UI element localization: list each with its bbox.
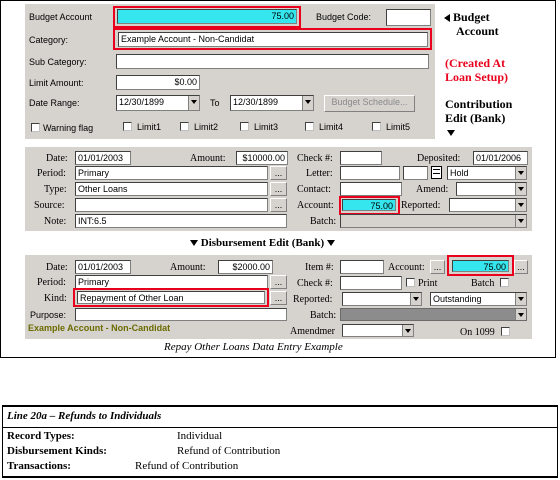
- date-range-label: Date Range:: [29, 98, 80, 108]
- chevron-down-icon[interactable]: [188, 96, 199, 110]
- info-row-value: Refund of Contribution: [177, 445, 281, 457]
- limit1-label: Limit1: [137, 122, 162, 132]
- contrib-type-field[interactable]: Other Loans: [75, 182, 268, 196]
- disb-reported-select[interactable]: [342, 292, 422, 306]
- subcategory-field[interactable]: [116, 54, 429, 69]
- date-from-value: 12/30/1899: [119, 97, 165, 107]
- figure-caption: Repay Other Loans Data Entry Example: [164, 341, 343, 353]
- chevron-down-icon[interactable]: [515, 309, 526, 320]
- date-to-select[interactable]: [230, 95, 314, 111]
- disb-kind-field[interactable]: Repayment of Other Loan: [77, 291, 265, 304]
- limit5-checkbox[interactable]: [372, 122, 381, 131]
- contribution-note: [445, 97, 512, 139]
- limit4-checkbox[interactable]: [305, 122, 314, 131]
- contrib-amount-label: Amount:: [190, 153, 226, 164]
- disb-period-browse[interactable]: ...: [270, 275, 287, 289]
- disb-purpose-field[interactable]: [75, 308, 287, 321]
- disb-batch-checkbox[interactable]: [500, 278, 509, 287]
- disb-print-label: Print: [418, 278, 438, 289]
- document-icon[interactable]: [431, 166, 442, 179]
- disb-reported-label: Reported:: [293, 294, 333, 305]
- contrib-letter-field-2[interactable]: [403, 166, 428, 180]
- contrib-date-field[interactable]: 01/01/2003: [75, 151, 131, 165]
- chevron-down-icon[interactable]: [302, 96, 313, 110]
- disbursement-header-text: Disbursement Edit (Bank): [200, 237, 325, 249]
- contrib-period-label: Period:: [37, 168, 66, 179]
- created-note: [445, 56, 508, 84]
- contrib-check-field[interactable]: [340, 151, 382, 165]
- disb-amendment-label: Amendmer: [290, 326, 335, 337]
- contrib-reported-label: Reported:: [401, 200, 441, 211]
- disb-outstanding-value: Outstanding: [433, 294, 482, 304]
- subcategory-label: Sub Category:: [29, 57, 87, 67]
- contrib-batch-select[interactable]: [340, 214, 527, 228]
- disb-kind-label: Kind:: [44, 293, 67, 304]
- contrib-hold-select[interactable]: [447, 166, 527, 180]
- disb-on1099-label: On 1099: [460, 327, 495, 338]
- category-label: Category:: [29, 35, 69, 45]
- limit2-label: Limit2: [194, 122, 219, 132]
- category-highlight: [113, 28, 432, 50]
- limit-amount-field[interactable]: $0.00: [116, 75, 200, 90]
- budget-account-field[interactable]: 75.00: [117, 9, 297, 24]
- info-row-key: Transactions:: [7, 460, 71, 472]
- budget-note-line1: Budget: [453, 10, 490, 24]
- info-row-key: Record Types:: [7, 430, 75, 442]
- disb-date-label: Date:: [46, 262, 68, 273]
- contrib-amend-select[interactable]: [456, 182, 527, 196]
- chevron-down-icon[interactable]: [515, 293, 526, 305]
- contrib-amend-label: Amend:: [416, 184, 449, 195]
- disbursement-header: [190, 237, 335, 249]
- disb-batch-label: Batch:: [310, 310, 337, 321]
- info-title-divider: [3, 427, 557, 428]
- disb-batch-cb-label: Batch: [471, 278, 495, 289]
- disb-check-field[interactable]: [340, 276, 402, 290]
- disb-on1099-checkbox[interactable]: [501, 327, 510, 336]
- chevron-down-icon[interactable]: [410, 293, 421, 305]
- limit2-checkbox[interactable]: [180, 122, 189, 131]
- contrib-contact-label: Contact:: [297, 184, 331, 195]
- info-table-title: Line 20a – Refunds to Individuals: [7, 410, 162, 422]
- contrib-letter-field[interactable]: [340, 166, 400, 180]
- budget-schedule-button[interactable]: Budget Schedule...: [324, 95, 415, 112]
- disb-kind-browse[interactable]: ...: [270, 291, 287, 305]
- disb-account-highlight: [447, 255, 514, 276]
- contrib-account-label: Account:: [297, 200, 334, 211]
- budget-code-field[interactable]: [386, 9, 431, 26]
- created-note-line2: Loan Setup): [445, 70, 509, 84]
- contrib-amount-field[interactable]: $10000.00: [236, 151, 288, 165]
- disb-account-label: Account:: [388, 262, 425, 273]
- contrib-type-browse[interactable]: ...: [270, 182, 287, 196]
- disb-check-label: Check #:: [297, 278, 333, 289]
- disb-item-field[interactable]: [340, 260, 384, 274]
- budget-note-line2: Account: [456, 24, 499, 38]
- disb-period-field[interactable]: Primary: [75, 275, 268, 289]
- disb-amendment-select[interactable]: [342, 324, 414, 337]
- date-to-value: 12/30/1899: [233, 97, 279, 107]
- disb-purpose-label: Purpose:: [30, 310, 67, 320]
- arrow-down-icon: [327, 240, 335, 246]
- contrib-source-field[interactable]: [75, 198, 268, 212]
- disb-account-name: Example Account - Non-Candidat: [28, 323, 171, 333]
- disb-account-field[interactable]: 75.00: [452, 260, 509, 272]
- disb-date-field[interactable]: 01/01/2003: [75, 260, 131, 274]
- contrib-account-field[interactable]: 75.00: [342, 199, 396, 211]
- warning-flag-checkbox[interactable]: [31, 123, 40, 132]
- contrib-source-browse[interactable]: ...: [270, 198, 287, 212]
- contrib-note-label: Note:: [44, 216, 67, 227]
- limit1-checkbox[interactable]: [123, 122, 132, 131]
- warning-flag-label: Warning flag: [43, 123, 94, 133]
- info-table: [2, 405, 558, 478]
- contrib-batch-label: Batch:: [310, 216, 337, 227]
- contribution-note-line2: Edit (Bank): [445, 111, 506, 125]
- arrow-down-icon: [447, 130, 455, 136]
- budget-account-highlight: [113, 6, 301, 28]
- to-label: To: [210, 98, 220, 108]
- disb-amount-label: Amount:: [170, 262, 206, 273]
- limit-amount-label: Limit Amount:: [29, 78, 84, 88]
- contrib-deposited-field[interactable]: 01/01/2006: [473, 151, 528, 165]
- chevron-down-icon[interactable]: [515, 199, 526, 211]
- contribution-note-line1: Contribution: [445, 97, 513, 111]
- chevron-down-icon[interactable]: [515, 183, 526, 195]
- category-field[interactable]: Example Account - Non-Candidat: [118, 32, 428, 47]
- limit5-label: Limit5: [386, 122, 411, 132]
- contrib-note-field[interactable]: INT:6.5: [75, 214, 287, 228]
- disb-item-label: Item #:: [305, 262, 334, 273]
- arrow-left-icon: [444, 14, 450, 22]
- limit4-label: Limit4: [319, 122, 344, 132]
- chevron-down-icon[interactable]: [515, 167, 526, 179]
- info-row-key: Disbursement Kinds:: [7, 445, 107, 457]
- limit3-label: Limit3: [254, 122, 279, 132]
- disb-amount-field[interactable]: $2000.00: [218, 260, 273, 274]
- disb-print-checkbox[interactable]: [406, 278, 415, 287]
- contrib-letter-label: Letter:: [306, 168, 333, 179]
- disb-period-label: Period:: [37, 277, 66, 288]
- chevron-down-icon[interactable]: [402, 325, 413, 336]
- contrib-reported-select[interactable]: [449, 198, 527, 212]
- info-row-value: Individual: [177, 430, 223, 442]
- created-note-line1: (Created At: [445, 56, 506, 70]
- budget-code-label: Budget Code:: [316, 12, 372, 22]
- info-row-value: Refund of Contribution: [135, 460, 239, 472]
- contrib-deposited-label: Deposited:: [417, 153, 461, 164]
- disb-kind-highlight: [73, 288, 269, 307]
- contrib-check-label: Check #:: [297, 153, 333, 164]
- contrib-period-browse[interactable]: ...: [270, 166, 287, 180]
- arrow-down-icon: [190, 240, 198, 246]
- contrib-account-highlight: [339, 196, 400, 215]
- contrib-date-label: Date:: [46, 153, 68, 164]
- disb-batch-select[interactable]: [340, 308, 527, 321]
- contrib-contact-field[interactable]: [340, 182, 402, 196]
- disb-account-browse[interactable]: ...: [430, 260, 445, 274]
- contrib-type-label: Type:: [44, 184, 67, 195]
- limit3-checkbox[interactable]: [240, 122, 249, 131]
- budget-account-label: Budget Account: [29, 12, 93, 22]
- chevron-down-icon[interactable]: [515, 215, 526, 227]
- disb-account-browse-2[interactable]: ...: [514, 260, 528, 274]
- contrib-hold-value: Hold: [450, 168, 469, 178]
- budget-account-note: [444, 10, 499, 38]
- contrib-period-field[interactable]: Primary: [75, 166, 268, 180]
- disb-outstanding-select[interactable]: [430, 292, 527, 306]
- contrib-source-label: Source:: [34, 200, 65, 211]
- date-from-select[interactable]: [116, 95, 200, 111]
